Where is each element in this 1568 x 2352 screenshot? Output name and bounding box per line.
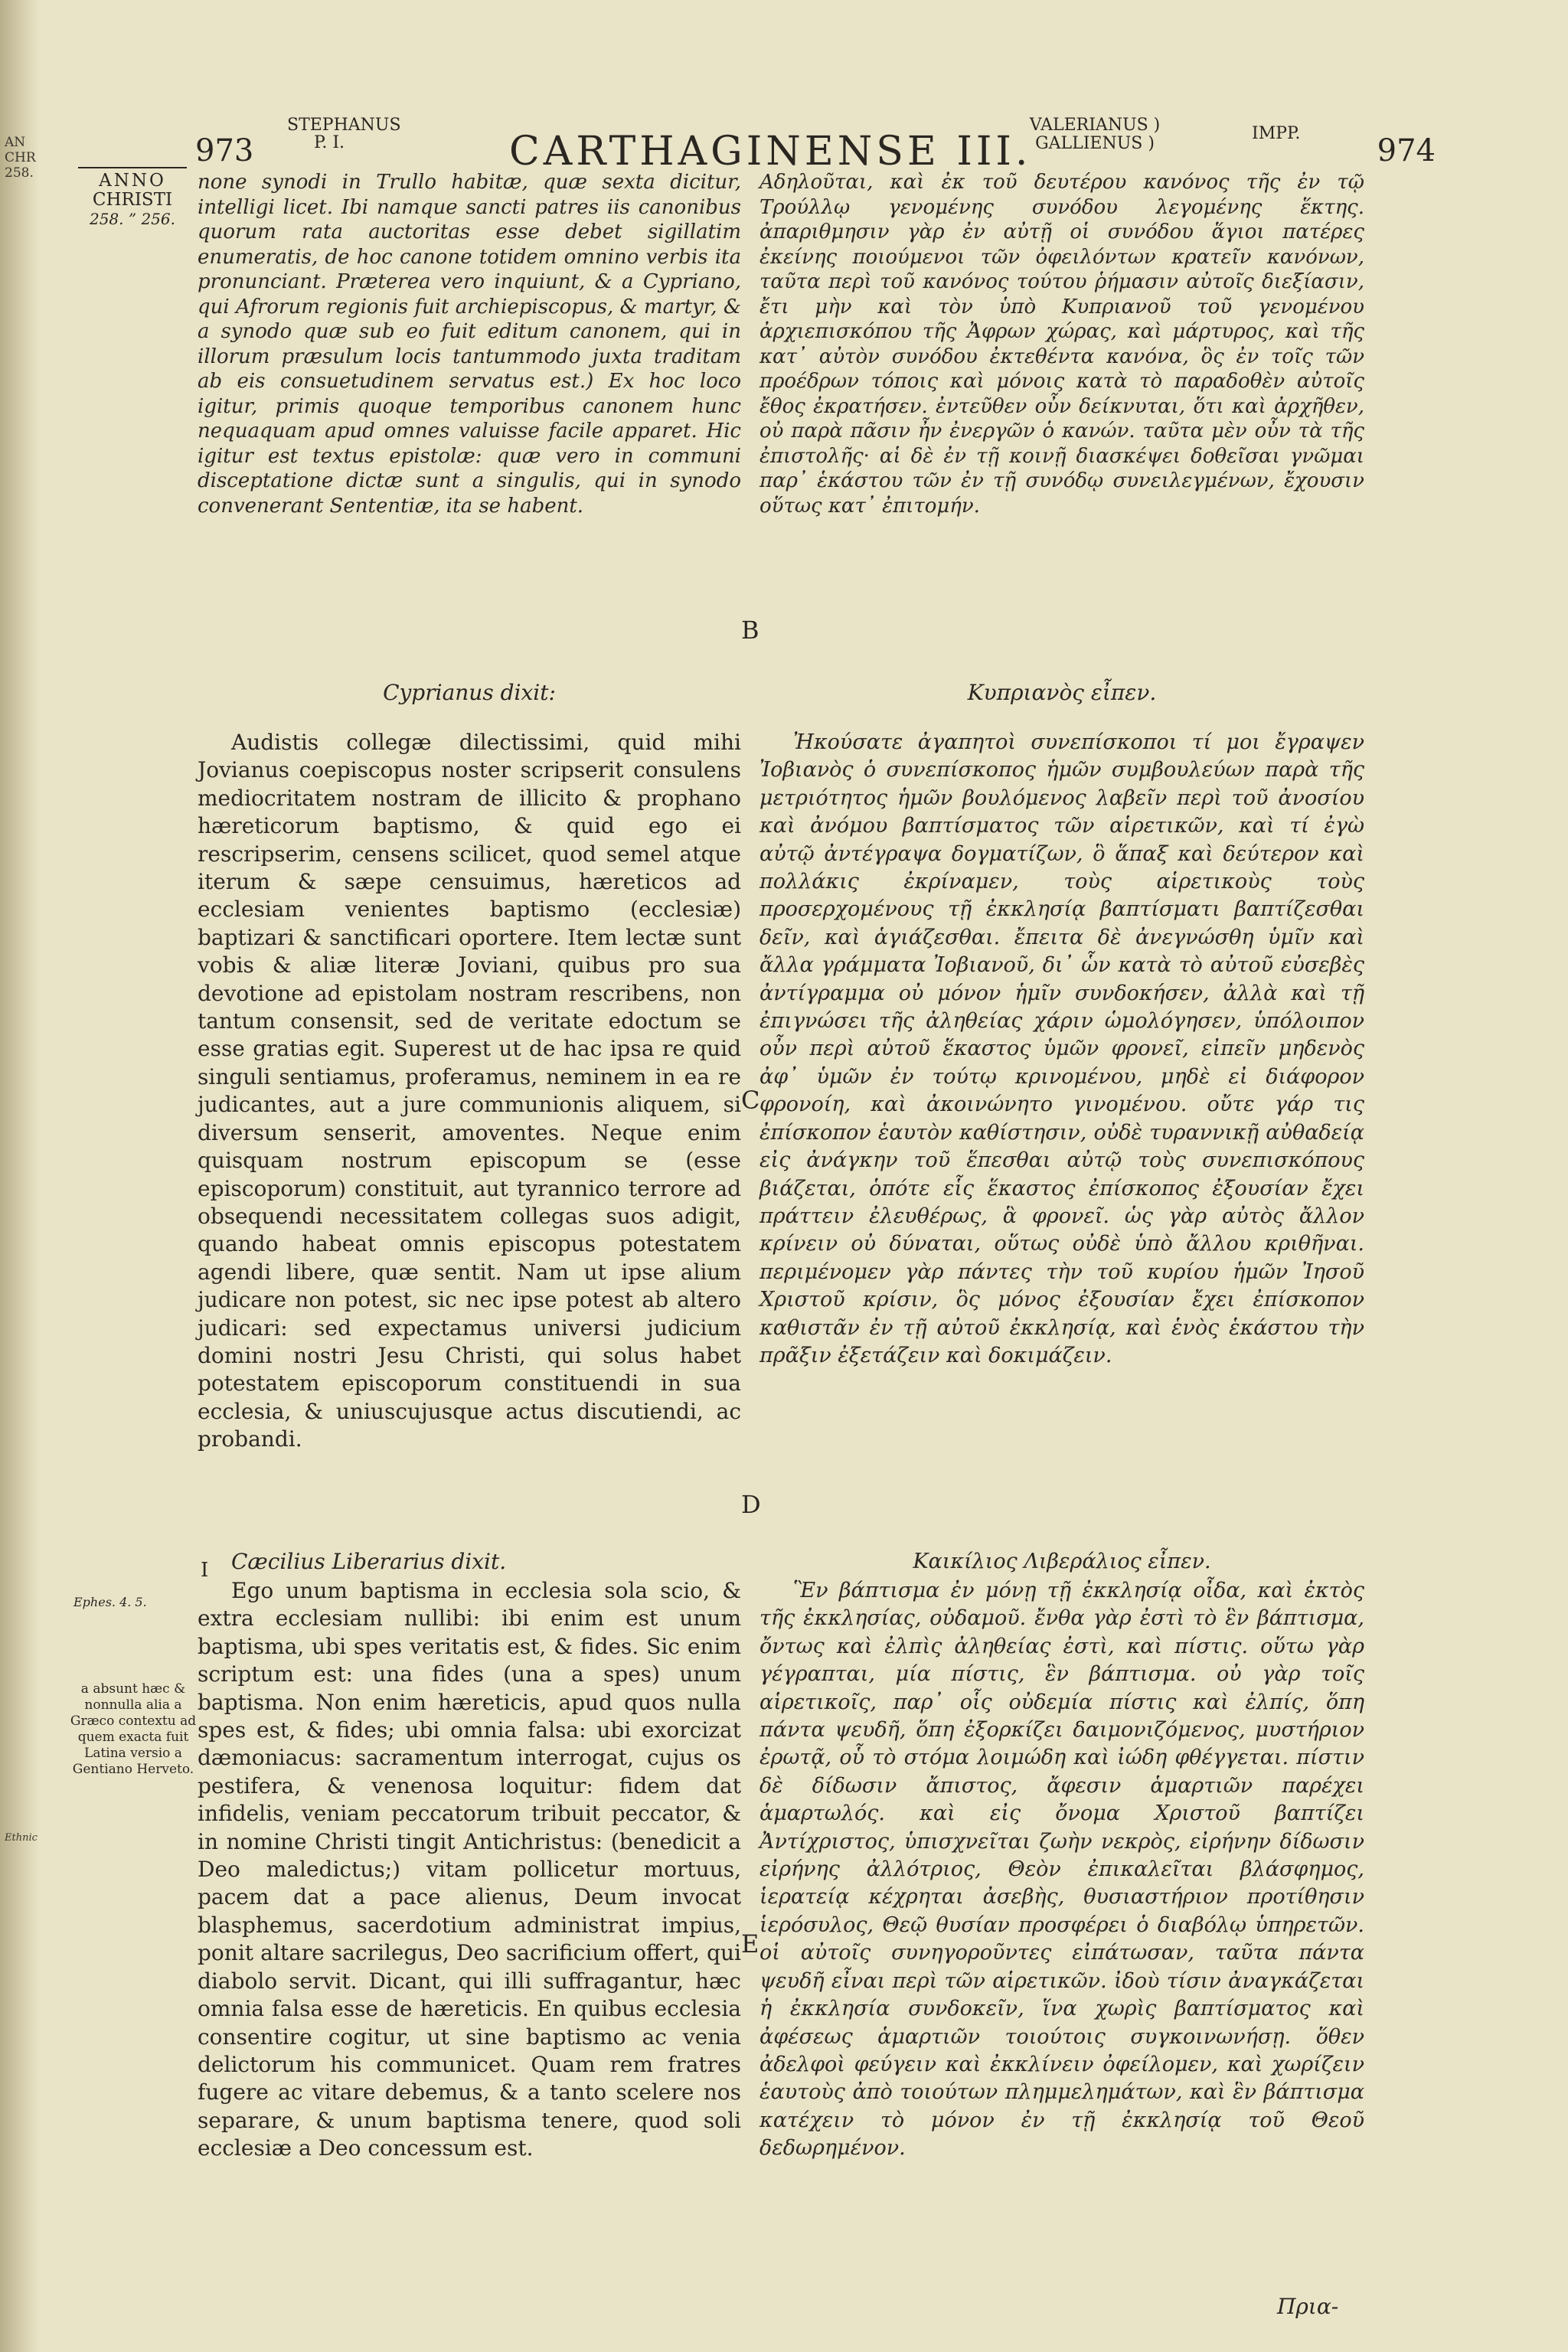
scripture-reference: Ephes. 4. 5. <box>74 1595 147 1609</box>
margin-rule <box>78 167 187 168</box>
imperatores-label: IMPP. <box>1252 124 1301 143</box>
section-marker-c: C <box>741 1086 760 1115</box>
spine-side-note: Ethnic <box>5 1832 38 1844</box>
greek-heading: Κυπριανὸς εἶπεν. <box>967 680 1157 705</box>
pope-name: STEPHANUS <box>287 116 401 135</box>
greek-intro-text: Αδηλοῦται, καὶ ἐκ τοῦ δευτέρου κανόνος τῆς ἐν τῷ Τρούλλῳ γενομένης συνόδου λεγομένης ἕκτης. ἀπαριθμησιν γὰρ ἐν αὐτῇ οἱ συνόδου ἅγιοι πατέρες ἐκείνης ποιούμενοι τῶν ὀφειλόντων κρατεῖν κανόνων, ταῦτα περὶ τοῦ κανόνος τούτου ῥήμασιν αὐτοῖς διεξίασιν, ἔτι μὴν καὶ τὸν ὑπὸ Κυπριανοῦ τοῦ γενομένου ἀρχιεπισκόπου τῆς Ἀφρων χώρας, καὶ μάρτυρος, καὶ τῆς κατ᾽ αὐτὸν συνόδου ἐκτεθέντα κανόνα, ὃς ἐν τοῖς τῶν προέδρων τόποις καὶ μόνοις κατὰ τὸ παραδοθὲν αὐτοῖς ἔθος ἐκρατήσεν. ἐντεῦθεν οὖν δείκνυται, ὅτι καὶ ἀρχῆθεν, οὐ παρὰ πᾶσιν ἦν ἐνεργῶν ὁ κανών. ταῦτα μὲν οὖν τὰ τῆς ἐπιστολῆς· αἱ δὲ ἐν τῇ κοινῇ διασκέψει δοθεῖσαι γνῶμαι παρ᾽ ἑκάστου τῶν ἐν τῇ συνόδῳ συνειλεγμένων, ἔχουσιν οὕτως κατ᾽ ἐπιτομήν. <box>760 171 1364 518</box>
section-marker-e: E <box>741 1929 760 1958</box>
section-marker-d: D <box>741 1490 761 1519</box>
page-number-right: 974 <box>1377 133 1436 168</box>
pope-label <box>287 116 401 153</box>
page-title: CARTHAGINENSE III. <box>509 129 1032 175</box>
emperors-label <box>1007 116 1183 153</box>
latin-intro-text: none synodi in Trullo habitæ, quæ sexta dicitur, intelligi licet. Ibi namque sancti patres iis canonibus quorum rata auctoritas esse debet sigillatim enumeratis, de hoc canone totidem omnino verbis ita pronunciant. Præterea vero inquiunt, & a Cypriano, qui Afrorum regionis fuit archiepiscopus, & martyr, & a synodo quæ sub eo fuit editum canonem, qui in illorum præsulum locis tantummodo juxta traditam ab eis consuetudinem servatus est.) Ex hoc loco igitur, primis quoque temporibus canonem hunc nequaquam apud omnes valuisse facile apparet. Hic igitur est textus epistolæ: quæ vero in communi disceptatione dictæ sunt a singulis, qui in synodo convenerant Sententiæ, ita se habent. <box>198 171 741 518</box>
latin-paragraph: Ego unum baptisma in ecclesia sola scio, & extra ecclesiam nullibi: ibi enim est unum baptisma, ubi spes veritatis est, & fides. Sic enim scriptum est: una fides (una a spes) unum baptisma. Non enim hæreticis, apud quos nulla spes est, & fides; ubi omnia falsa: ubi exorcizat dæmoniacus: sacramentum interrogat, cujus os pestifera, & venenosa loquitur: fidem dat infidelis, veniam peccatorum tribuit peccator, & in nomine Christi tingit Antichristus: (benedicit a Deo maledictus;) vitam pollicetur mortuus, pacem dat a pace alienus, Deum invocat blasphemus, sacerdotium administrat impius, ponit altare sacrilegus, Deo sacrificium offert, qui diabolo servit. Dicant, qui illi suffragantur, hæc omnia falsa esse de hæreticis. En quibus ecclesia consentire cogitur, ut sine baptismo ac venia delictorum his communicet. Quam rem fratres fugere ac vitare debemus, & a tanto scelere nos separare, & unum baptisma tenere, quod soli ecclesiæ a Deo concessum est. <box>198 1578 741 2161</box>
greek-paragraph: Ἠκούσατε ἀγαπητοὶ συνεπίσκοποι τί μοι ἔγραψεν Ἰοβιανὸς ὁ συνεπίσκοπος ἡμῶν συμβουλεύων παρὰ τῆς μετριότητος ἡμῶν βουλόμενος λαβεῖν περὶ τοῦ ἀνοσίου καὶ ἀνόμου βαπτίσματος τῶν αἱρετικῶν, καὶ τί ἐγὼ αὐτῷ ἀντέγραψα δογματίζων, ὃ ἅπαξ καὶ δεύτερον καὶ πολλάκις ἐκρίναμεν, τοὺς αἱρετικοὺς τοὺς προσερχομένους τῇ ἐκκλησίᾳ βαπτίσματι βαπτίζεσθαι δεῖν, καὶ ἁγιάζεσθαι. ἔπειτα δὲ ἀνεγνώσθη ὑμῖν καὶ ἄλλα γράμματα Ἰοβιανοῦ, δι᾽ ὧν κατὰ τὸ αὐτοῦ εὐσεβὲς ἀντίγραμμα οὐ μόνον ἡμῖν συνδοκήσεν, ἀλλὰ καὶ τῇ ἐπιγνώσει τῆς ἀληθείας χάριν ὡμολόγησεν, ὑπόλοιπον οὖν περὶ αὐτοῦ ἕκαστος ὑμῶν φρονεῖ, εἰπεῖν μηδενὸς ἀφ᾽ ὑμῶν ἐν τούτῳ κρινομένου, μηδὲ εἰ διάφορον φρονοίη, καὶ ἀκοινώνητο γινομένου. οὔτε γάρ τις ἐπίσκοπον ἑαυτὸν καθίστησιν, οὐδὲ τυραννικῇ αὐθαδείᾳ εἰς ἀνάγκην τοῦ ἕπεσθαι αὐτῷ τοὺς συνεπισκόπους βιάζεται, ὁπότε εἷς ἕκαστος ἐπίσκοπος ἐξουσίαν ἔχει πράττειν ἐλευθέρως, ἃ φρονεῖ. ὡς γὰρ αὐτὸς ἄλλον κρίνειν οὐ δύναται, οὕτως οὐδὲ ὑπὸ ἄλλου κριθῆναι. περιμένομεν γὰρ πάντες τὴν τοῦ κυρίου ἡμῶν Ἰησοῦ Χριστοῦ κρίσιν, ὃς μόνος ἐξουσίαν ἔχει ἐπίσκοπον καθιστᾶν ἐν τῇ αὐτοῦ ἐκκλησίᾳ, καὶ ἑνὸς ἑκάστου τὴν πρᾶξιν ἐξετάζειν καὶ δοκιμάζειν. <box>760 730 1364 1367</box>
latin-speech-cyprianus <box>198 729 741 1454</box>
spine-mark: AN <box>5 135 26 150</box>
latin-speech-caecilius <box>198 1577 741 2163</box>
section-marker-b: B <box>741 616 760 645</box>
greek-paragraph: Ἓν βάπτισμα ἐν μόνῃ τῇ ἐκκλησίᾳ οἶδα, καὶ ἐκτὸς τῆς ἐκκλησίας, οὐδαμοῦ. ἔνθα γὰρ ἐστὶ τὸ ἓν βάπτισμα, ὄντως καὶ ἐλπὶς ἀληθείας ἐστὶ, καὶ πίστις. οὕτω γὰρ γέγραπται, μία πίστις, ἓν βάπτισμα. οὐ γὰρ τοῖς αἱρετικοῖς, παρ᾽ οἷς οὐδεμία πίστις καὶ ἐλπίς, ὅπη πάντα ψευδῆ, ὅπη ἐξορκίζει δαιμονιζόμενος, μυστήριον ἐρωτᾷ, οὗ τὸ στόμα λοιμώδη καὶ ἰώδη φθέγγεται. πίστιν δὲ δίδωσιν ἄπιστος, ἄφεσιν ἁμαρτιῶν παρέχει ἁμαρτωλός. καὶ εἰς ὄνομα Χριστοῦ βαπτίζει Ἀντίχριστος, ὑπισχνεῖται ζωὴν νεκρὸς, εἰρήνην δίδωσιν εἰρήνης ἀλλότριος, Θεὸν ἐπικαλεῖται βλάσφημος, ἱερατείᾳ κέχρηται ἀσεβὴς, θυσιαστήριον προτίθησιν ἱερόσυλος, Θεῷ θυσίαν προσφέρει ὁ διαβόλῳ ὑπηρετῶν. οἱ αὐτοῖς συνηγοροῦντες εἰπάτωσαν, ταῦτα πάντα ψευδῆ εἶναι περὶ τῶν αἱρετικῶν. ἰδοὺ τίσιν ἀναγκάζεται ἡ ἐκκλησία συνδοκεῖν, ἵνα χωρὶς βαπτίσματος καὶ ἀφέσεως ἁμαρτιῶν τοιούτοις συγκοινωνήσῃ. ὅθεν ἀδελφοὶ φεύγειν καὶ ἐκκλίνειν ὀφείλομεν, καὶ χωρίζειν ἑαυτοὺς ἀπὸ τοιούτων πλημμελημάτων, καὶ ἓν βάπτισμα κατέχειν τὸ μόνον ἐν τῇ ἐκκλησίᾳ τοῦ Θεοῦ δεδωρημένον. <box>760 1579 1364 2161</box>
latin-paragraph: Audistis collegæ dilectissimi, quid mihi Jovianus coepiscopus noster scripserit consulens mediocritatem nostram de illicito & prophano hæreticorum baptismo, & quid ego ei rescripserim, censens scilicet, quod semel atque iterum & sæpe censuimus, hæreticos ad ecclesiam venientes baptismo (ecclesiæ) baptizari & sanctificari oportere. Item lectæ sunt vobis & aliæ literæ Joviani, quibus pro sua devotione ad epistolam nostram rescribens, non tantum consensit, sed de veritate edoctum se esse gratias egit. Superest ut de hac ipsa re quid singuli sentiamus, proferamus, neminem in ea re judicantes, aut a jure communionis aliquem, si diversum senserit, amoventes. Neque enim quisquam nostrum episcopum se (esse episcoporum) constituit, aut tyrannico terrore ad obsequendi necessitatem collegas suos adigit, quando habeat omnis episcopus potestatem agendi libere, quæ sentit. Nam ut ipse alium judicare non potest, sic nec ipse potest ab altero judicari: sed expectamus universi judicium domini nostri Jesu Christi, qui solus habet potestatem episcoporum constituendi in sua ecclesia, & uniuscujusque actus discutiendi, ac probandi. <box>198 730 741 1452</box>
greek-speech-caecilius <box>760 1577 1364 2163</box>
emperor-name: VALERIANUS ) <box>1029 116 1161 135</box>
latin-speaker: Cæcilius Liberarius dixit. <box>231 1549 507 1574</box>
spine-mark: 258. <box>5 165 34 181</box>
page-number-left: 973 <box>195 133 254 168</box>
greek-speech-cyprianus <box>760 729 1364 1370</box>
greek-speaker: Καικίλιος Λιβεράλιος εἶπεν. <box>913 1550 1211 1573</box>
year-margin-note <box>67 167 198 227</box>
marginal-footnote: a absunt hæc & nonnulla alia a Græco contextu ad quem exacta fuit Latina versio a Gentiano Herveto. <box>70 1681 197 1777</box>
anno-label: ANNO <box>99 171 166 191</box>
latin-heading: Cyprianus dixit: <box>383 680 556 705</box>
catchword: Πρια- <box>1277 2294 1339 2319</box>
pope-number: P. I. <box>313 133 345 153</box>
year-range: 258. ” 256. <box>89 209 175 228</box>
emperor-name: GALLIENUS ) <box>1035 134 1155 154</box>
footnote-number: I <box>201 1559 209 1582</box>
spine-mark: CHR <box>5 150 36 165</box>
christi-label: CHRISTI <box>92 190 173 211</box>
